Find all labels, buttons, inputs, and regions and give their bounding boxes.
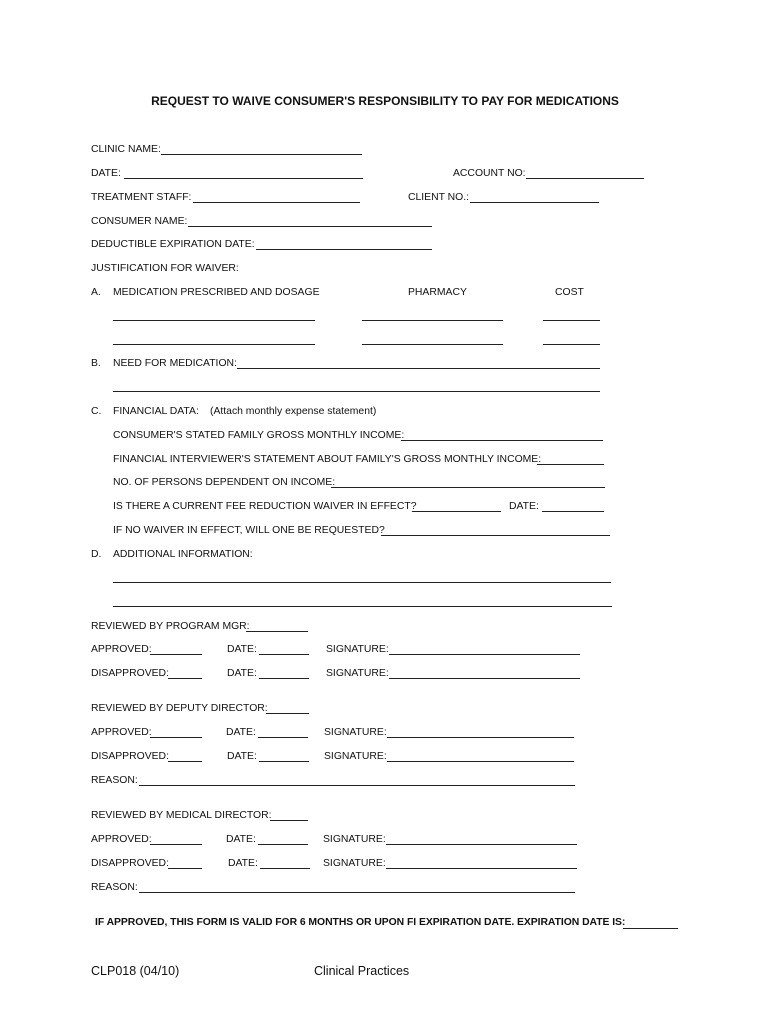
persons-dependent-field[interactable] <box>331 487 605 488</box>
deputy-reason-label: REASON: <box>91 775 138 786</box>
program-mgr-field[interactable] <box>246 631 308 632</box>
current-waiver-date-label: DATE: <box>509 501 539 512</box>
stated-income-label: CONSUMER'S STATED FAMILY GROSS MONTHLY INCOME: <box>113 430 405 441</box>
deputy-approved-date-field[interactable] <box>258 737 308 738</box>
program-disapproved-signature-field[interactable] <box>389 678 580 679</box>
medication-column-header: MEDICATION PRESCRIBED AND DOSAGE <box>113 287 320 298</box>
program-disapproved-signature-label: SIGNATURE: <box>326 668 389 679</box>
medical-director-field[interactable] <box>270 820 308 821</box>
program-approved-label: APPROVED: <box>91 644 152 655</box>
deputy-approved-signature-label: SIGNATURE: <box>324 727 387 738</box>
deputy-disapproved-field[interactable] <box>168 761 202 762</box>
program-disapproved-date-label: DATE: <box>227 668 257 679</box>
deputy-approved-label: APPROVED: <box>91 727 152 738</box>
medical-disapproved-signature-field[interactable] <box>386 868 577 869</box>
current-waiver-label: IS THERE A CURRENT FEE REDUCTION WAIVER IN EFFECT? <box>113 501 417 512</box>
cost-field-1[interactable] <box>543 320 600 321</box>
department-footer: Clinical Practices <box>314 964 410 978</box>
program-disapproved-field[interactable] <box>168 678 202 679</box>
pharmacy-field-2[interactable] <box>362 344 503 345</box>
program-approved-field[interactable] <box>150 654 202 655</box>
medical-reason-field[interactable] <box>139 892 575 893</box>
medical-director-heading: REVIEWED BY MEDICAL DIRECTOR: <box>91 810 272 821</box>
deputy-disapproved-date-field[interactable] <box>259 761 309 762</box>
section-c-letter: C. <box>91 406 102 417</box>
additional-information-field-1[interactable] <box>113 582 611 583</box>
date-label: DATE: <box>91 168 121 179</box>
form-code: CLP018 (04/10) <box>91 964 180 978</box>
need-for-medication-label: NEED FOR MEDICATION: <box>113 358 237 369</box>
program-approved-signature-field[interactable] <box>389 654 580 655</box>
deductible-expiration-field[interactable] <box>256 249 432 250</box>
medical-approved-field[interactable] <box>150 844 202 845</box>
deputy-approved-field[interactable] <box>150 737 202 738</box>
cost-column-header: COST <box>555 287 584 298</box>
clinic-name-label: CLINIC NAME: <box>91 144 161 155</box>
program-disapproved-label: DISAPPROVED: <box>91 668 169 679</box>
deputy-director-heading: REVIEWED BY DEPUTY DIRECTOR: <box>91 703 268 714</box>
medical-disapproved-date-label: DATE: <box>228 858 258 869</box>
medical-approved-date-label: DATE: <box>226 834 256 845</box>
deputy-reason-field[interactable] <box>139 785 575 786</box>
justification-label: JUSTIFICATION FOR WAIVER: <box>91 263 239 274</box>
medical-disapproved-date-field[interactable] <box>260 868 310 869</box>
deputy-approved-date-label: DATE: <box>226 727 256 738</box>
medical-disapproved-field[interactable] <box>168 868 202 869</box>
deputy-disapproved-label: DISAPPROVED: <box>91 751 169 762</box>
deductible-expiration-label: DEDUCTIBLE EXPIRATION DATE: <box>91 239 255 250</box>
clinic-name-field[interactable] <box>161 154 362 155</box>
deputy-approved-signature-field[interactable] <box>387 737 574 738</box>
program-approved-signature-label: SIGNATURE: <box>326 644 389 655</box>
no-waiver-field[interactable] <box>381 535 610 536</box>
stated-income-field[interactable] <box>401 440 603 441</box>
program-approved-date-label: DATE: <box>227 644 257 655</box>
validity-notice: IF APPROVED, THIS FORM IS VALID FOR 6 MONTHS OR UPON FI EXPIRATION DATE. EXPIRATION DATE IS: <box>95 917 626 928</box>
medical-approved-date-field[interactable] <box>258 844 308 845</box>
medical-approved-signature-field[interactable] <box>386 844 577 845</box>
cost-field-2[interactable] <box>543 344 600 345</box>
treatment-staff-field[interactable] <box>193 202 360 203</box>
additional-information-field-2[interactable] <box>113 606 612 607</box>
current-waiver-date-field[interactable] <box>542 511 604 512</box>
date-field[interactable] <box>124 178 363 179</box>
program-disapproved-date-field[interactable] <box>259 678 309 679</box>
consumer-name-field[interactable] <box>188 226 432 227</box>
current-waiver-field[interactable] <box>412 511 501 512</box>
medical-disapproved-label: DISAPPROVED: <box>91 858 169 869</box>
additional-information-label: ADDITIONAL INFORMATION: <box>113 549 253 560</box>
section-a-letter: A. <box>91 287 101 298</box>
medical-reason-label: REASON: <box>91 882 138 893</box>
no-waiver-label: IF NO WAIVER IN EFFECT, WILL ONE BE REQUESTED? <box>113 525 385 536</box>
deputy-director-field[interactable] <box>266 713 309 714</box>
treatment-staff-label: TREATMENT STAFF: <box>91 192 192 203</box>
financial-data-label: FINANCIAL DATA: <box>113 406 199 417</box>
deputy-disapproved-date-label: DATE: <box>227 751 257 762</box>
need-for-medication-field-2[interactable] <box>113 391 600 392</box>
need-for-medication-field-1[interactable] <box>237 368 600 369</box>
consumer-name-label: CONSUMER NAME: <box>91 216 188 227</box>
form-title: REQUEST TO WAIVE CONSUMER'S RESPONSIBILITY TO PAY FOR MEDICATIONS <box>151 94 619 108</box>
program-approved-date-field[interactable] <box>259 654 309 655</box>
pharmacy-field-1[interactable] <box>362 320 503 321</box>
financial-data-note: (Attach monthly expense statement) <box>210 406 377 417</box>
medication-field-2[interactable] <box>113 344 315 345</box>
client-no-label: CLIENT NO.: <box>408 192 470 203</box>
medical-approved-label: APPROVED: <box>91 834 152 845</box>
medical-disapproved-signature-label: SIGNATURE: <box>323 858 386 869</box>
section-b-letter: B. <box>91 358 101 369</box>
account-no-field[interactable] <box>526 178 644 179</box>
expiration-date-field[interactable] <box>623 928 678 929</box>
deputy-disapproved-signature-label: SIGNATURE: <box>324 751 387 762</box>
section-d-letter: D. <box>91 549 102 560</box>
interviewer-statement-field[interactable] <box>537 464 604 465</box>
medical-approved-signature-label: SIGNATURE: <box>323 834 386 845</box>
interviewer-statement-label: FINANCIAL INTERVIEWER'S STATEMENT ABOUT FAMILY'S GROSS MONTHLY INCOME: <box>113 454 542 465</box>
program-mgr-heading: REVIEWED BY PROGRAM MGR: <box>91 621 250 632</box>
client-no-field[interactable] <box>470 202 599 203</box>
persons-dependent-label: NO. OF PERSONS DEPENDENT ON INCOME: <box>113 477 336 488</box>
medication-field-1[interactable] <box>113 320 315 321</box>
pharmacy-column-header: PHARMACY <box>408 287 467 298</box>
deputy-disapproved-signature-field[interactable] <box>387 761 574 762</box>
account-no-label: ACCOUNT NO: <box>453 168 526 179</box>
